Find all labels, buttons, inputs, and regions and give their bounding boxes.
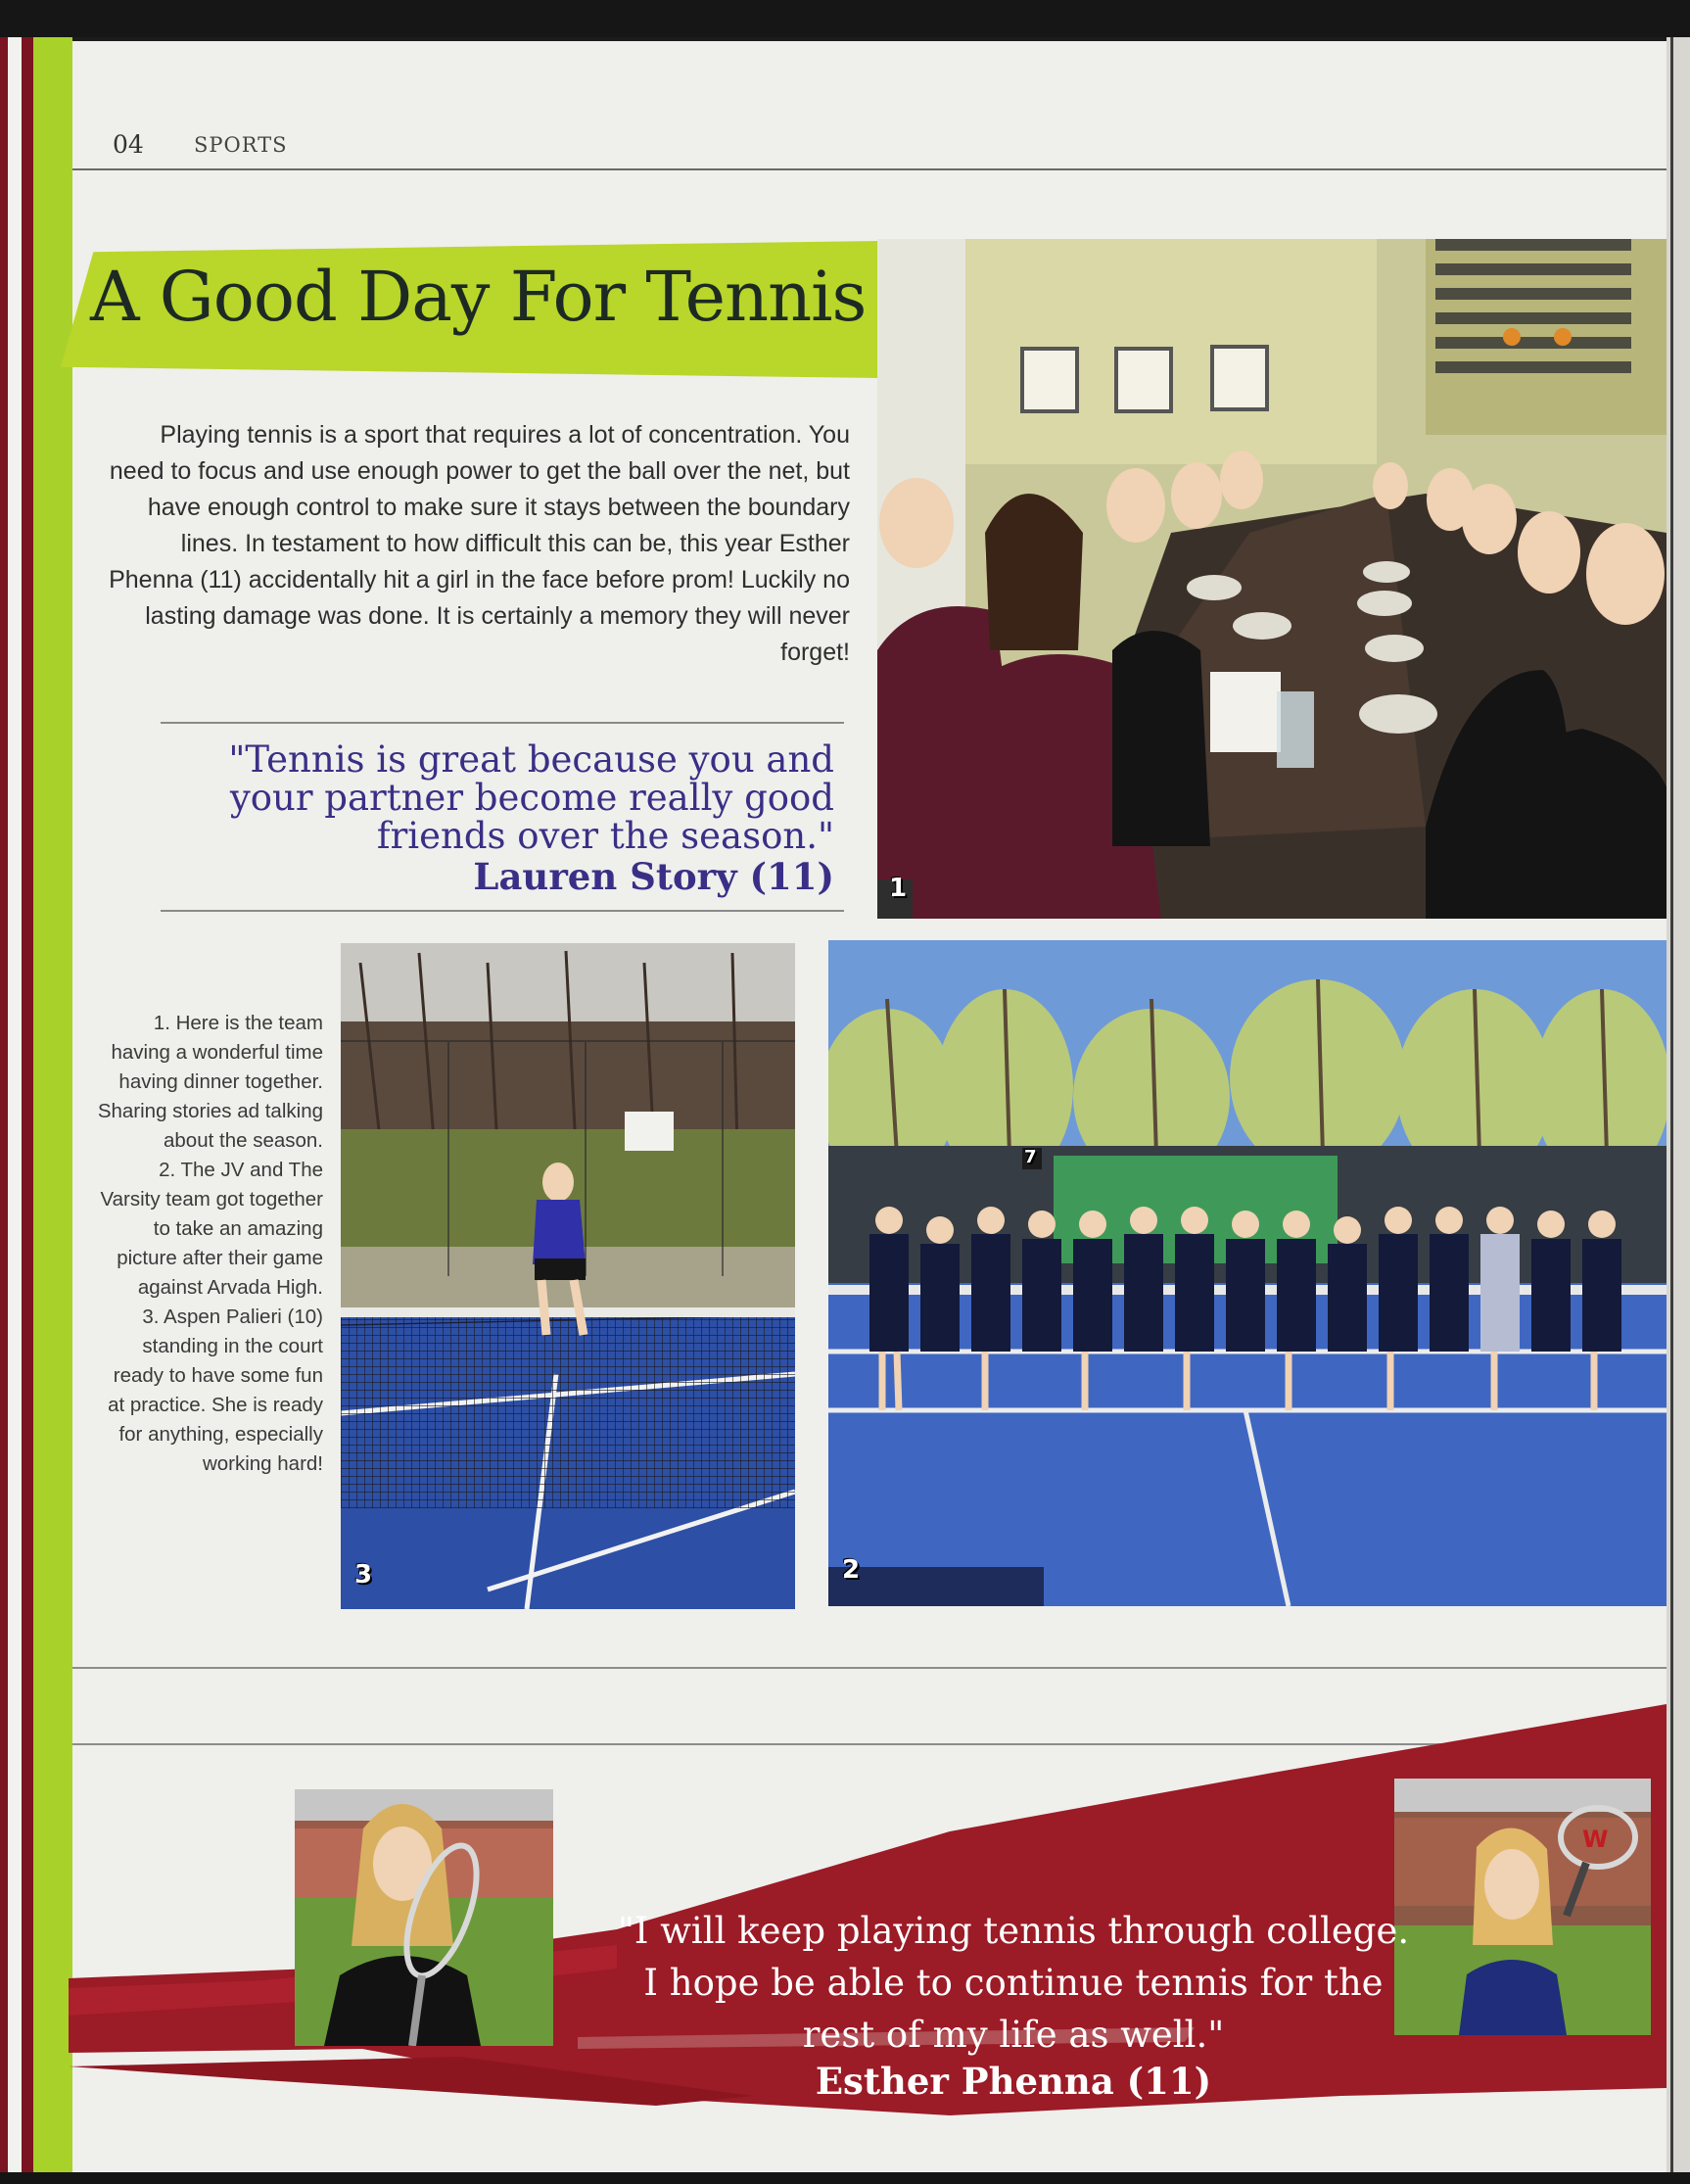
caption-1: 1. Here is the team having a wonderful time having dinner together. Sharing stories ad talking about the season. bbox=[97, 1012, 323, 1152]
photo-team-group bbox=[828, 940, 1667, 1606]
page-right-edge bbox=[1667, 37, 1690, 2184]
photo-portrait-right bbox=[1394, 1779, 1651, 2035]
caption-3: 3. Aspen Palieri (10) standing in the court ready to have some fun at practice. She is ready for anything, especially working hard! bbox=[108, 1306, 323, 1475]
closing-quote-attribution: Esther Phenna (11) bbox=[815, 2060, 1212, 2103]
photo-number-1: 1 bbox=[889, 874, 908, 903]
court-sign-number: 7 bbox=[1024, 1147, 1037, 1167]
photo-court-practice bbox=[341, 943, 795, 1609]
intro-paragraph: Playing tennis is a sport that requires a lot of concentration. You need to focus and use enough power to get the ball over the net, but have enough control to make sure it stays between the boundary lines. In testament to how difficult this can be, this year Esther Phenna (11) accidentally hit a girl in the face before prom! Luckily no lasting damage was done. It is certainly a memory they will never forget! bbox=[109, 421, 850, 666]
photo-captions bbox=[94, 1009, 323, 1479]
pull-quote-attribution: Lauren Story (11) bbox=[473, 855, 834, 898]
photo-portrait-left bbox=[295, 1789, 553, 2046]
closing-quote: "I will keep playing tennis through college. I hope be able to continue tennis for the rest of my life as well." bbox=[617, 1910, 1410, 2056]
pull-quote: "Tennis is great because you and your partner become really good friends over the season." bbox=[228, 738, 834, 857]
section-label: SPORTS bbox=[194, 133, 288, 157]
header-rule bbox=[72, 168, 1667, 170]
quote-top-rule bbox=[161, 722, 844, 724]
svg-text:W: W bbox=[1582, 1826, 1609, 1853]
quote-bottom-rule bbox=[161, 910, 844, 912]
photo-team-dinner bbox=[877, 239, 1667, 919]
page-number: 04 bbox=[113, 130, 144, 159]
book-binding bbox=[0, 37, 33, 2184]
scan-top-edge bbox=[0, 0, 1690, 37]
photo-number-2: 2 bbox=[842, 1555, 861, 1585]
scan-bottom-edge bbox=[0, 2172, 1690, 2184]
section-rule-top bbox=[72, 1667, 1667, 1669]
caption-2: 2. The JV and The Varsity team got together to take an amazing picture after their game against Arvada High. bbox=[100, 1159, 323, 1299]
photo-number-3: 3 bbox=[354, 1560, 373, 1590]
page-title: A Good Day For Tennis bbox=[90, 257, 867, 337]
